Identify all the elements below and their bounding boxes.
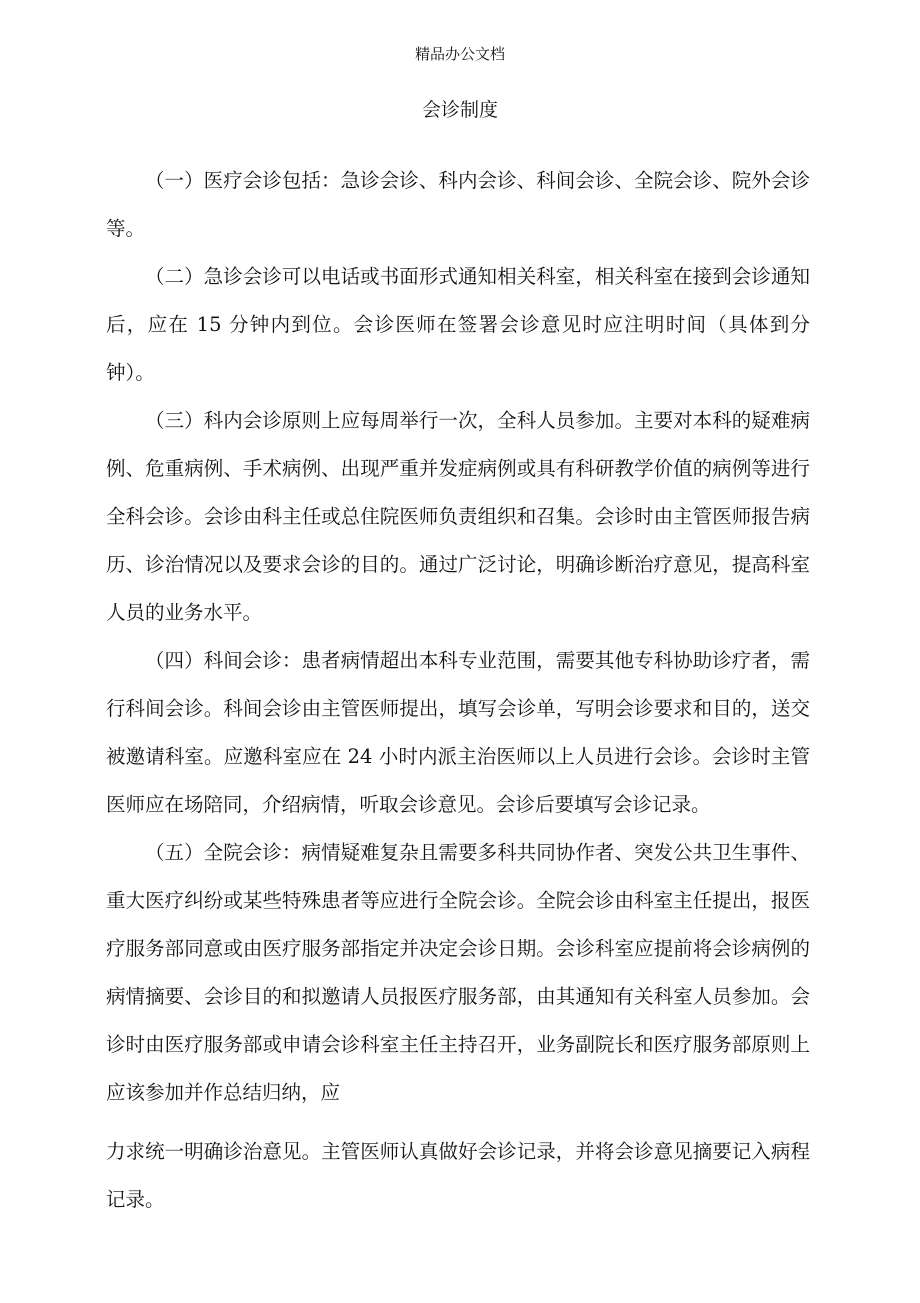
paragraph-text: 力求统一明确诊治意见。主管医师认真做好会诊记录，并将会诊意见摘要记入病程记录。 <box>106 1140 810 1211</box>
paragraph-4 <box>106 637 810 829</box>
page-header: 精品办公文档 <box>414 45 505 63</box>
paragraph-3 <box>106 397 810 637</box>
paragraph-2 <box>106 253 810 397</box>
paragraph-5 <box>106 829 810 1117</box>
paragraph-text: （五）全院会诊：病情疑难复杂且需要多科共同协作者、突发公共卫生事件、重大医疗纠纷或某些特殊患者等应进行全院会诊。全院会诊由科室主任提出，报医疗服务部同意或由医疗服务部指定并决定会诊日期。会诊科室应提前将会诊病例的病情摘要、会诊目的和拟邀请人员报医疗服务部，由其通知有关科室人员参加。会诊时由医疗服务部或申请会诊科室主任主持召开，业务副院长和医疗服务部原则上应该参加并作总结归纳，应 <box>106 841 810 1104</box>
paragraph-1 <box>106 157 810 253</box>
paragraph-text: （四）科间会诊：患者病情超出本科专业范围，需要其他专科协助诊疗者，需行科间会诊。科间会诊由主管医师提出，填写会诊单，写明会诊要求和目的，送交被邀请科室。应邀科室应在 24 小时内派主治医师以上人员进行会诊。会诊时主管医师应在场陪同，介绍病情，听取会诊意见。会诊后要填写会诊记录。 <box>106 649 810 816</box>
paragraph-text: （二）急诊会诊可以电话或书面形式通知相关科室，相关科室在接到会诊通知后，应在 15 分钟内到位。会诊医师在签署会诊意见时应注明时间（具体到分钟）。 <box>106 265 810 384</box>
paragraph-text: （一）医疗会诊包括：急诊会诊、科内会诊、科间会诊、全院会诊、院外会诊等。 <box>106 169 810 240</box>
document-title: 会诊制度 <box>421 99 498 121</box>
paragraph-6 <box>106 1128 810 1224</box>
paragraph-text: （三）科内会诊原则上应每周举行一次，全科人员参加。主要对本科的疑难病例、危重病例、手术病例、出现严重并发症病例或具有科研教学价值的病例等进行全科会诊。会诊由科主任或总住院医师负责组织和召集。会诊时由主管医师报告病历、诊治情况以及要求会诊的目的。通过广泛讨论，明确诊断治疗意见，提高科室人员的业务水平。 <box>106 409 810 624</box>
